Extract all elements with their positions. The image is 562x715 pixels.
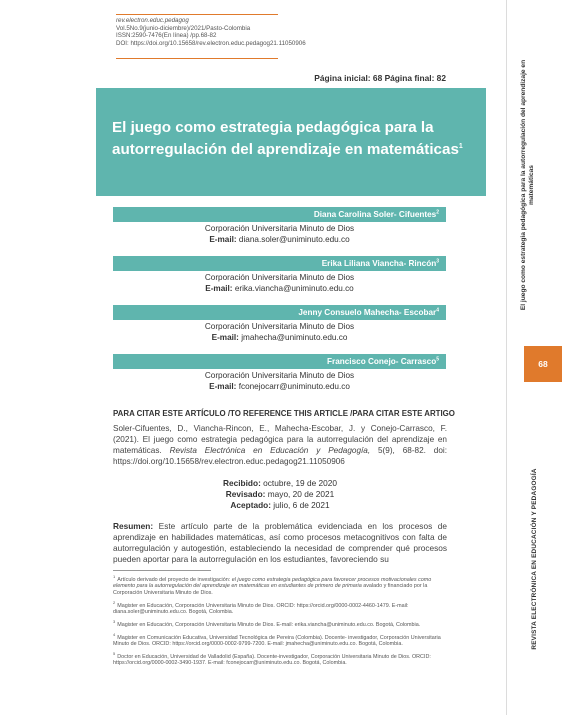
author-name: Erika Liliana Viancha- Rincón (321, 259, 437, 268)
citation-journal: Revista Electrónica en Educación y Pedagogía, (169, 446, 371, 455)
journal-issn: ISSN:2590-7476(En línea) /pp.68-82 (116, 32, 217, 40)
date-revised (113, 489, 447, 500)
sidebar-journal-name-text: REVISTA ELECTRÓNICA EN EDUCACIÓN Y PEDAGOGÍA (531, 468, 538, 650)
author-block (113, 354, 446, 392)
date-accepted-value: julio, 6 de 2021 (273, 500, 330, 510)
footnote-marker: 2 (113, 599, 116, 605)
author-email-line (113, 382, 446, 393)
date-received-label: Recibido: (223, 478, 261, 488)
email-label: E-mail: (209, 234, 237, 244)
footnote-text: Doctor en Educación, Universidad de Valladolid (España). Docente-investigador, Corporación Universitaria Minuto de Dios. ORCID: https://orcid.org/0000-0002-3490-1937. E-mail: fconejocarr@uniminuto.edu.co. Bogotá, Colombia. (113, 653, 431, 667)
abstract-text: Este artículo parte de la problemática evidenciada en los procesos de aprendizaje en habilidades matemáticas, así como procesos metacognitivos con falta de autorregulación y autogestión, estableciendo la necesidad de comprender qué procesos pueden aportar para la autorregulación en los estudiantes, favoreciendo su (113, 521, 447, 564)
author-email[interactable]: erika.viancha@uniminuto.edu.co (234, 283, 354, 293)
author-footnote-marker[interactable]: 4 (436, 307, 439, 314)
author-name-bar (113, 207, 446, 222)
author-email[interactable]: jmahecha@uniminuto.edu.co (241, 332, 348, 342)
footnote (113, 651, 447, 667)
page-number-tab: 68 (524, 346, 562, 382)
abstract (113, 521, 447, 565)
footnote-marker: 3 (113, 618, 116, 624)
date-revised-value: mayo, 20 de 2021 (267, 489, 335, 499)
author-email[interactable]: diana.soler@uniminuto.edu.co (238, 234, 350, 244)
citation-part-a: Soler-Cifuentes, D., Viancha-Rincon, E., Mahecha-Escobar, J. y Conejo-Carrasco, F. (2021). El juego como estrategia pedagógica para la autorregulación del aprendizaje en matemáticas. (113, 424, 447, 455)
author-affiliation: Corporación Universitaria Minuto de Dios (204, 322, 355, 331)
title-footnote-marker[interactable]: 1 (458, 142, 463, 150)
author-info (113, 322, 446, 343)
author-footnote-marker[interactable]: 3 (436, 258, 439, 265)
footnote (113, 632, 447, 648)
citation-heading: PARA CITAR ESTE ARTÍCULO /TO REFERENCE THIS ARTICLE /PARA CITAR ESTE ARTIGO (113, 409, 455, 418)
article-title (112, 119, 480, 159)
footnote (113, 600, 447, 616)
author-footnote-marker[interactable]: 5 (436, 356, 439, 363)
page-range: Página inicial: 68 Página final: 82 (314, 73, 446, 83)
journal-abbrev: rev.electron.educ.pedagog (116, 17, 189, 24)
abstract-label: Resumen: (113, 521, 154, 531)
footnote-marker: 5 (113, 650, 116, 656)
author-footnote-marker[interactable]: 2 (436, 209, 439, 216)
date-received-value: octubre, 19 de 2020 (263, 478, 337, 488)
email-label: E-mail: (209, 381, 237, 391)
date-revised-label: Revisado: (225, 489, 266, 499)
header-bottom-rule (116, 58, 278, 59)
journal-doi[interactable]: DOI: https://doi.org/10.15658/rev.electron.educ.pedagog21.11050906 (116, 39, 306, 47)
date-accepted-label: Aceptado: (230, 500, 271, 510)
footnote-text: Magister en Comunicación Educativa, Universidad Tecnológica de Pereira (Colombia). Docente- investigador, Corporación Universitaria Minuto de Dios. ORCID: https://orcid.org/0000-0002-9799-7200. E-mail: jmahecha@uniminuto.edu.co. Bogotá, Colombia. (113, 634, 441, 647)
author-name-bar (113, 256, 446, 271)
author-affiliation: Corporación Universitaria Minuto de Dios (204, 224, 355, 233)
sidebar-rule (506, 0, 507, 715)
author-name-bar (113, 305, 446, 320)
sidebar-article-title (520, 50, 554, 320)
citation-text (113, 423, 447, 467)
email-label: E-mail: (211, 332, 239, 342)
footnote-separator (113, 570, 211, 571)
footnote (113, 574, 447, 597)
header-top-rule (116, 14, 278, 15)
author-name: Francisco Conejo- Carrasco (327, 357, 437, 366)
author-email-line (113, 235, 446, 246)
author-info (113, 273, 446, 294)
article-title-text: El juego como estrategia pedagógica para la autorregulación del aprendizaje en matemáticas (112, 119, 459, 158)
author-affiliation: Corporación Universitaria Minuto de Dios (204, 273, 355, 282)
footnote-text: Magister en Educación, Corporación Universitaria Minuto de Dios. ORCID: https://orcid.org/0000-0002-4460-1479. E-mail: diana.soler@uniminuto.edu.co. Bogotá, Colombia. (113, 602, 409, 616)
footnotes (113, 574, 447, 670)
author-name: Diana Carolina Soler- Cifuentes (313, 210, 437, 219)
footnote-marker: 4 (113, 631, 116, 637)
citation-part-b[interactable]: 5(9), 68-82. doi: https://doi.org/10.15658/rev.electron.educ.pedagog21.11050906 (113, 446, 448, 466)
journal-volume: Vol.5No.9(junio-diciembre)/2021/Pasto-Colombia (116, 24, 251, 32)
date-accepted (113, 500, 447, 511)
author-email-line (113, 284, 446, 295)
author-info (113, 224, 446, 245)
footnote-italic: el juego como estrategia pedagógica para favorecer procesos motivacionales como elemento para la autorregulación del aprendizaje en matemáticas en estudiantes de primero de primaria (113, 576, 432, 590)
author-block (113, 256, 446, 294)
author-name: Jenny Consuelo Mahecha- Escobar (298, 308, 437, 317)
date-received (113, 478, 447, 489)
footnote-marker: 1 (113, 574, 116, 579)
sidebar-journal-name (528, 440, 542, 678)
author-block (113, 305, 446, 343)
author-info (113, 371, 446, 392)
email-label: E-mail: (205, 283, 233, 293)
author-block (113, 207, 446, 245)
footnote-text: Artículo derivado del proyecto de investigación: (117, 576, 231, 583)
author-name-bar (113, 354, 446, 369)
sidebar-article-title-text: El juego como estrategia pedagógica para la autorregulación del aprendizaje en matemáticas (520, 59, 535, 311)
author-email[interactable]: fconejocarr@uniminuto.edu.co (238, 381, 350, 391)
author-email-line (113, 333, 446, 344)
footnote-text: Magister en Educación, Corporación Universitaria Minuto de Dios. E-mail: erika.viancha@uniminuto.edu.co. Bogotá, Colombia. (117, 621, 421, 628)
footnote-text-b: avalado y financiado por la Corporación Universitaria Minuto de Dios. (113, 583, 428, 596)
journal-metadata (116, 17, 306, 47)
author-affiliation: Corporación Universitaria Minuto de Dios (204, 371, 355, 380)
article-dates (113, 478, 447, 511)
footnote (113, 619, 447, 628)
